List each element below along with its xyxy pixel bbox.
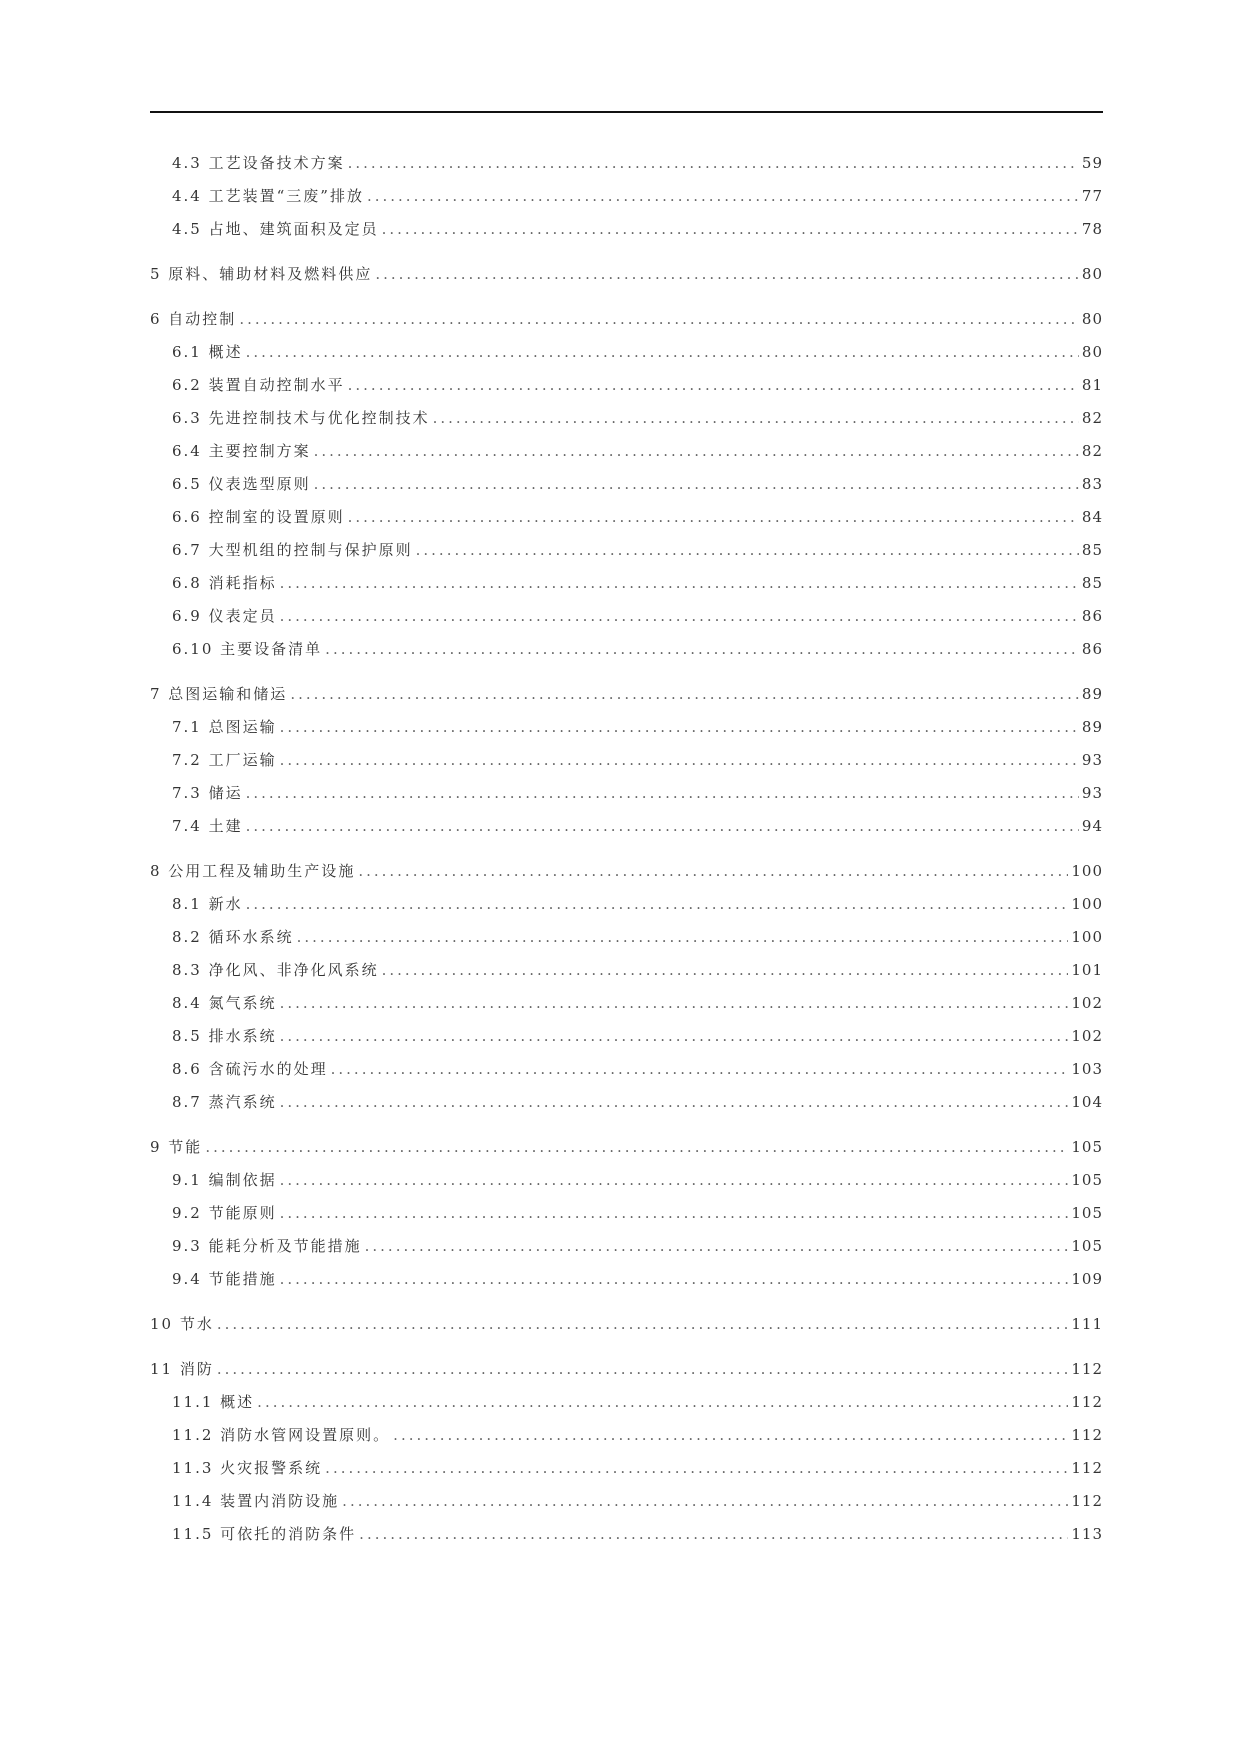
toc-entry-page-number: 104 (1071, 1093, 1103, 1111)
toc-entry[interactable] (150, 1091, 1103, 1124)
toc-entry-title: 11.4 装置内消防设施 (172, 1492, 340, 1510)
toc-entry-page-number: 81 (1081, 376, 1103, 394)
toc-entry-page-number: 85 (1081, 574, 1103, 592)
toc-entry-page-number: 100 (1071, 862, 1103, 880)
toc-dot-leader (314, 475, 1079, 493)
toc-dot-leader (342, 1492, 1068, 1510)
toc-entry-page-number: 112 (1071, 1426, 1103, 1444)
toc-entry-page-number: 83 (1081, 475, 1103, 493)
toc-entry-title: 8.1 新水 (172, 895, 243, 913)
toc-entry-page-number: 94 (1081, 817, 1103, 835)
toc-dot-leader (280, 1204, 1069, 1222)
toc-dot-leader (393, 1426, 1068, 1444)
toc-entry-page-number: 103 (1071, 1060, 1103, 1078)
toc-entry-title: 9.4 节能措施 (172, 1270, 277, 1288)
toc-dot-leader (280, 751, 1079, 769)
toc-entry-page-number: 102 (1071, 1027, 1103, 1045)
toc-entry-page-number: 93 (1081, 751, 1103, 769)
toc-dot-leader (280, 1171, 1069, 1189)
toc-entry[interactable] (150, 1268, 1103, 1301)
toc-dot-leader (280, 1027, 1069, 1045)
toc-dot-leader (348, 376, 1079, 394)
toc-entry[interactable] (150, 1025, 1103, 1058)
toc-entry[interactable] (150, 1058, 1103, 1091)
toc-entry[interactable] (150, 683, 1103, 716)
toc-dot-leader (246, 343, 1079, 361)
toc-entry-title: 10 节水 (150, 1315, 214, 1333)
toc-entry-page-number: 93 (1081, 784, 1103, 802)
toc-entry[interactable] (150, 1169, 1103, 1202)
toc-entry-title: 6.4 主要控制方案 (172, 442, 311, 460)
toc-entry-title: 6.10 主要设备清单 (172, 640, 323, 658)
toc-entry-title: 6.5 仪表选型原则 (172, 475, 311, 493)
toc-entry[interactable] (150, 893, 1103, 926)
toc-entry-page-number: 82 (1081, 442, 1103, 460)
toc-entry[interactable] (150, 152, 1103, 185)
toc-entry-title: 8.7 蒸汽系统 (172, 1093, 277, 1111)
toc-entry-page-number: 109 (1071, 1270, 1103, 1288)
toc-entry-title: 11.5 可依托的消防条件 (172, 1525, 357, 1543)
toc-entry-page-number: 59 (1081, 154, 1103, 172)
toc-entry-title: 8.6 含硫污水的处理 (172, 1060, 328, 1078)
toc-entry[interactable] (150, 1358, 1103, 1391)
toc-entry-page-number: 105 (1071, 1171, 1103, 1189)
toc-entry[interactable] (150, 1457, 1103, 1490)
toc-entry-title: 9.2 节能原则 (172, 1204, 277, 1222)
toc-dot-leader (280, 718, 1079, 736)
toc-entry-page-number: 105 (1071, 1138, 1103, 1156)
toc-dot-leader (367, 187, 1079, 205)
toc-entry-title: 11.3 火灾报警系统 (172, 1459, 323, 1477)
toc-dot-leader (382, 961, 1069, 979)
toc-entry[interactable] (150, 992, 1103, 1025)
toc-entry[interactable] (150, 218, 1103, 251)
toc-entry-page-number: 89 (1081, 685, 1103, 703)
toc-dot-leader (416, 541, 1079, 559)
toc-entry[interactable] (150, 539, 1103, 572)
toc-entry-page-number: 100 (1071, 895, 1103, 913)
toc-entry-title: 7.4 土建 (172, 817, 243, 835)
toc-dot-leader (325, 1459, 1068, 1477)
toc-entry-title: 7 总图运输和储运 (150, 685, 288, 703)
toc-entry-title: 8.3 净化风、非净化风系统 (172, 961, 379, 979)
toc-dot-leader (280, 994, 1069, 1012)
toc-entry-page-number: 85 (1081, 541, 1103, 559)
toc-entry-page-number: 102 (1071, 994, 1103, 1012)
toc-entry-title: 9.3 能耗分析及节能措施 (172, 1237, 362, 1255)
toc-dot-leader (246, 817, 1079, 835)
toc-entry-title: 11.2 消防水管网设置原则。 (172, 1426, 391, 1444)
toc-entry-title: 7.1 总图运输 (172, 718, 277, 736)
toc-entry-title: 8.4 氮气系统 (172, 994, 277, 1012)
table-of-contents (150, 152, 1103, 1556)
toc-entry[interactable] (150, 638, 1103, 671)
toc-dot-leader (331, 1060, 1069, 1078)
toc-dot-leader (246, 784, 1079, 802)
toc-entry-title: 8 公用工程及辅助生产设施 (150, 862, 356, 880)
toc-entry[interactable] (150, 815, 1103, 848)
toc-dot-leader (297, 928, 1069, 946)
toc-dot-leader (365, 1237, 1069, 1255)
toc-entry-title: 7.3 储运 (172, 784, 243, 802)
toc-entry[interactable] (150, 1424, 1103, 1457)
toc-entry[interactable] (150, 1136, 1103, 1169)
toc-entry-page-number: 112 (1071, 1459, 1103, 1477)
toc-entry[interactable] (150, 1391, 1103, 1424)
toc-entry[interactable] (150, 605, 1103, 638)
toc-entry-title: 6 自动控制 (150, 310, 237, 328)
toc-entry-title: 6.9 仪表定员 (172, 607, 277, 625)
toc-entry-page-number: 112 (1071, 1393, 1103, 1411)
toc-entry[interactable] (150, 716, 1103, 749)
toc-dot-leader (358, 862, 1068, 880)
toc-entry[interactable] (150, 308, 1103, 341)
toc-entry-title: 6.7 大型机组的控制与保护原则 (172, 541, 413, 559)
toc-dot-leader (280, 1270, 1069, 1288)
toc-entry-title: 4.3 工艺设备技术方案 (172, 154, 345, 172)
toc-dot-leader (280, 1093, 1069, 1111)
toc-dot-leader (348, 154, 1079, 172)
toc-dot-leader (217, 1360, 1069, 1378)
header-rule (150, 111, 1103, 113)
toc-entry-page-number: 100 (1071, 928, 1103, 946)
toc-entry[interactable] (150, 782, 1103, 815)
toc-entry[interactable] (150, 959, 1103, 992)
toc-dot-leader (257, 1393, 1068, 1411)
toc-entry[interactable] (150, 263, 1103, 296)
toc-entry[interactable] (150, 506, 1103, 539)
toc-entry-title: 6.3 先进控制技术与优化控制技术 (172, 409, 430, 427)
toc-dot-leader (325, 640, 1079, 658)
toc-entry[interactable] (150, 749, 1103, 782)
toc-entry-title: 6.8 消耗指标 (172, 574, 277, 592)
toc-entry[interactable] (150, 1313, 1103, 1346)
toc-dot-leader (280, 574, 1079, 592)
toc-dot-leader (246, 895, 1069, 913)
toc-entry-title: 6.6 控制室的设置原则 (172, 508, 345, 526)
toc-entry-page-number: 80 (1081, 310, 1103, 328)
toc-entry[interactable] (150, 860, 1103, 893)
toc-entry-page-number: 113 (1071, 1525, 1103, 1543)
toc-entry-page-number: 84 (1081, 508, 1103, 526)
toc-entry-title: 7.2 工厂运输 (172, 751, 277, 769)
toc-entry-page-number: 105 (1071, 1237, 1103, 1255)
toc-dot-leader (205, 1138, 1068, 1156)
toc-dot-leader (433, 409, 1079, 427)
toc-entry-title: 11.1 概述 (172, 1393, 255, 1411)
toc-dot-leader (382, 220, 1079, 238)
toc-entry-title: 5 原料、辅助材料及燃料供应 (150, 265, 373, 283)
toc-dot-leader (375, 265, 1079, 283)
toc-entry[interactable] (150, 473, 1103, 506)
toc-entry-title: 9.1 编制依据 (172, 1171, 277, 1189)
toc-entry-page-number: 80 (1081, 343, 1103, 361)
toc-entry-page-number: 101 (1071, 961, 1103, 979)
toc-entry-page-number: 105 (1071, 1204, 1103, 1222)
toc-entry-page-number: 89 (1081, 718, 1103, 736)
toc-entry-title: 4.5 占地、建筑面积及定员 (172, 220, 379, 238)
toc-entry-title: 4.4 工艺装置“三废”排放 (172, 187, 364, 205)
toc-entry-title: 11 消防 (150, 1360, 214, 1378)
toc-entry-page-number: 78 (1081, 220, 1103, 238)
toc-entry[interactable] (150, 1202, 1103, 1235)
toc-entry[interactable] (150, 1490, 1103, 1523)
toc-entry-title: 6.2 装置自动控制水平 (172, 376, 345, 394)
toc-entry-page-number: 111 (1071, 1315, 1103, 1333)
toc-entry[interactable] (150, 572, 1103, 605)
toc-entry[interactable] (150, 341, 1103, 374)
toc-dot-leader (239, 310, 1079, 328)
toc-dot-leader (290, 685, 1079, 703)
toc-entry-page-number: 80 (1081, 265, 1103, 283)
toc-entry[interactable] (150, 185, 1103, 218)
toc-entry[interactable] (150, 1235, 1103, 1268)
toc-dot-leader (314, 442, 1079, 460)
toc-entry[interactable] (150, 374, 1103, 407)
toc-entry[interactable] (150, 1523, 1103, 1556)
toc-entry-page-number: 86 (1081, 607, 1103, 625)
toc-entry-title: 8.2 循环水系统 (172, 928, 294, 946)
toc-entry-title: 9 节能 (150, 1138, 203, 1156)
toc-entry-page-number: 77 (1081, 187, 1103, 205)
toc-dot-leader (359, 1525, 1068, 1543)
toc-entry-page-number: 86 (1081, 640, 1103, 658)
toc-entry[interactable] (150, 407, 1103, 440)
toc-dot-leader (280, 607, 1079, 625)
toc-entry-page-number: 112 (1071, 1492, 1103, 1510)
toc-dot-leader (348, 508, 1079, 526)
toc-entry-title: 6.1 概述 (172, 343, 243, 361)
toc-entry-title: 8.5 排水系统 (172, 1027, 277, 1045)
toc-dot-leader (217, 1315, 1069, 1333)
toc-entry-page-number: 82 (1081, 409, 1103, 427)
toc-entry[interactable] (150, 440, 1103, 473)
toc-entry[interactable] (150, 926, 1103, 959)
toc-entry-page-number: 112 (1071, 1360, 1103, 1378)
